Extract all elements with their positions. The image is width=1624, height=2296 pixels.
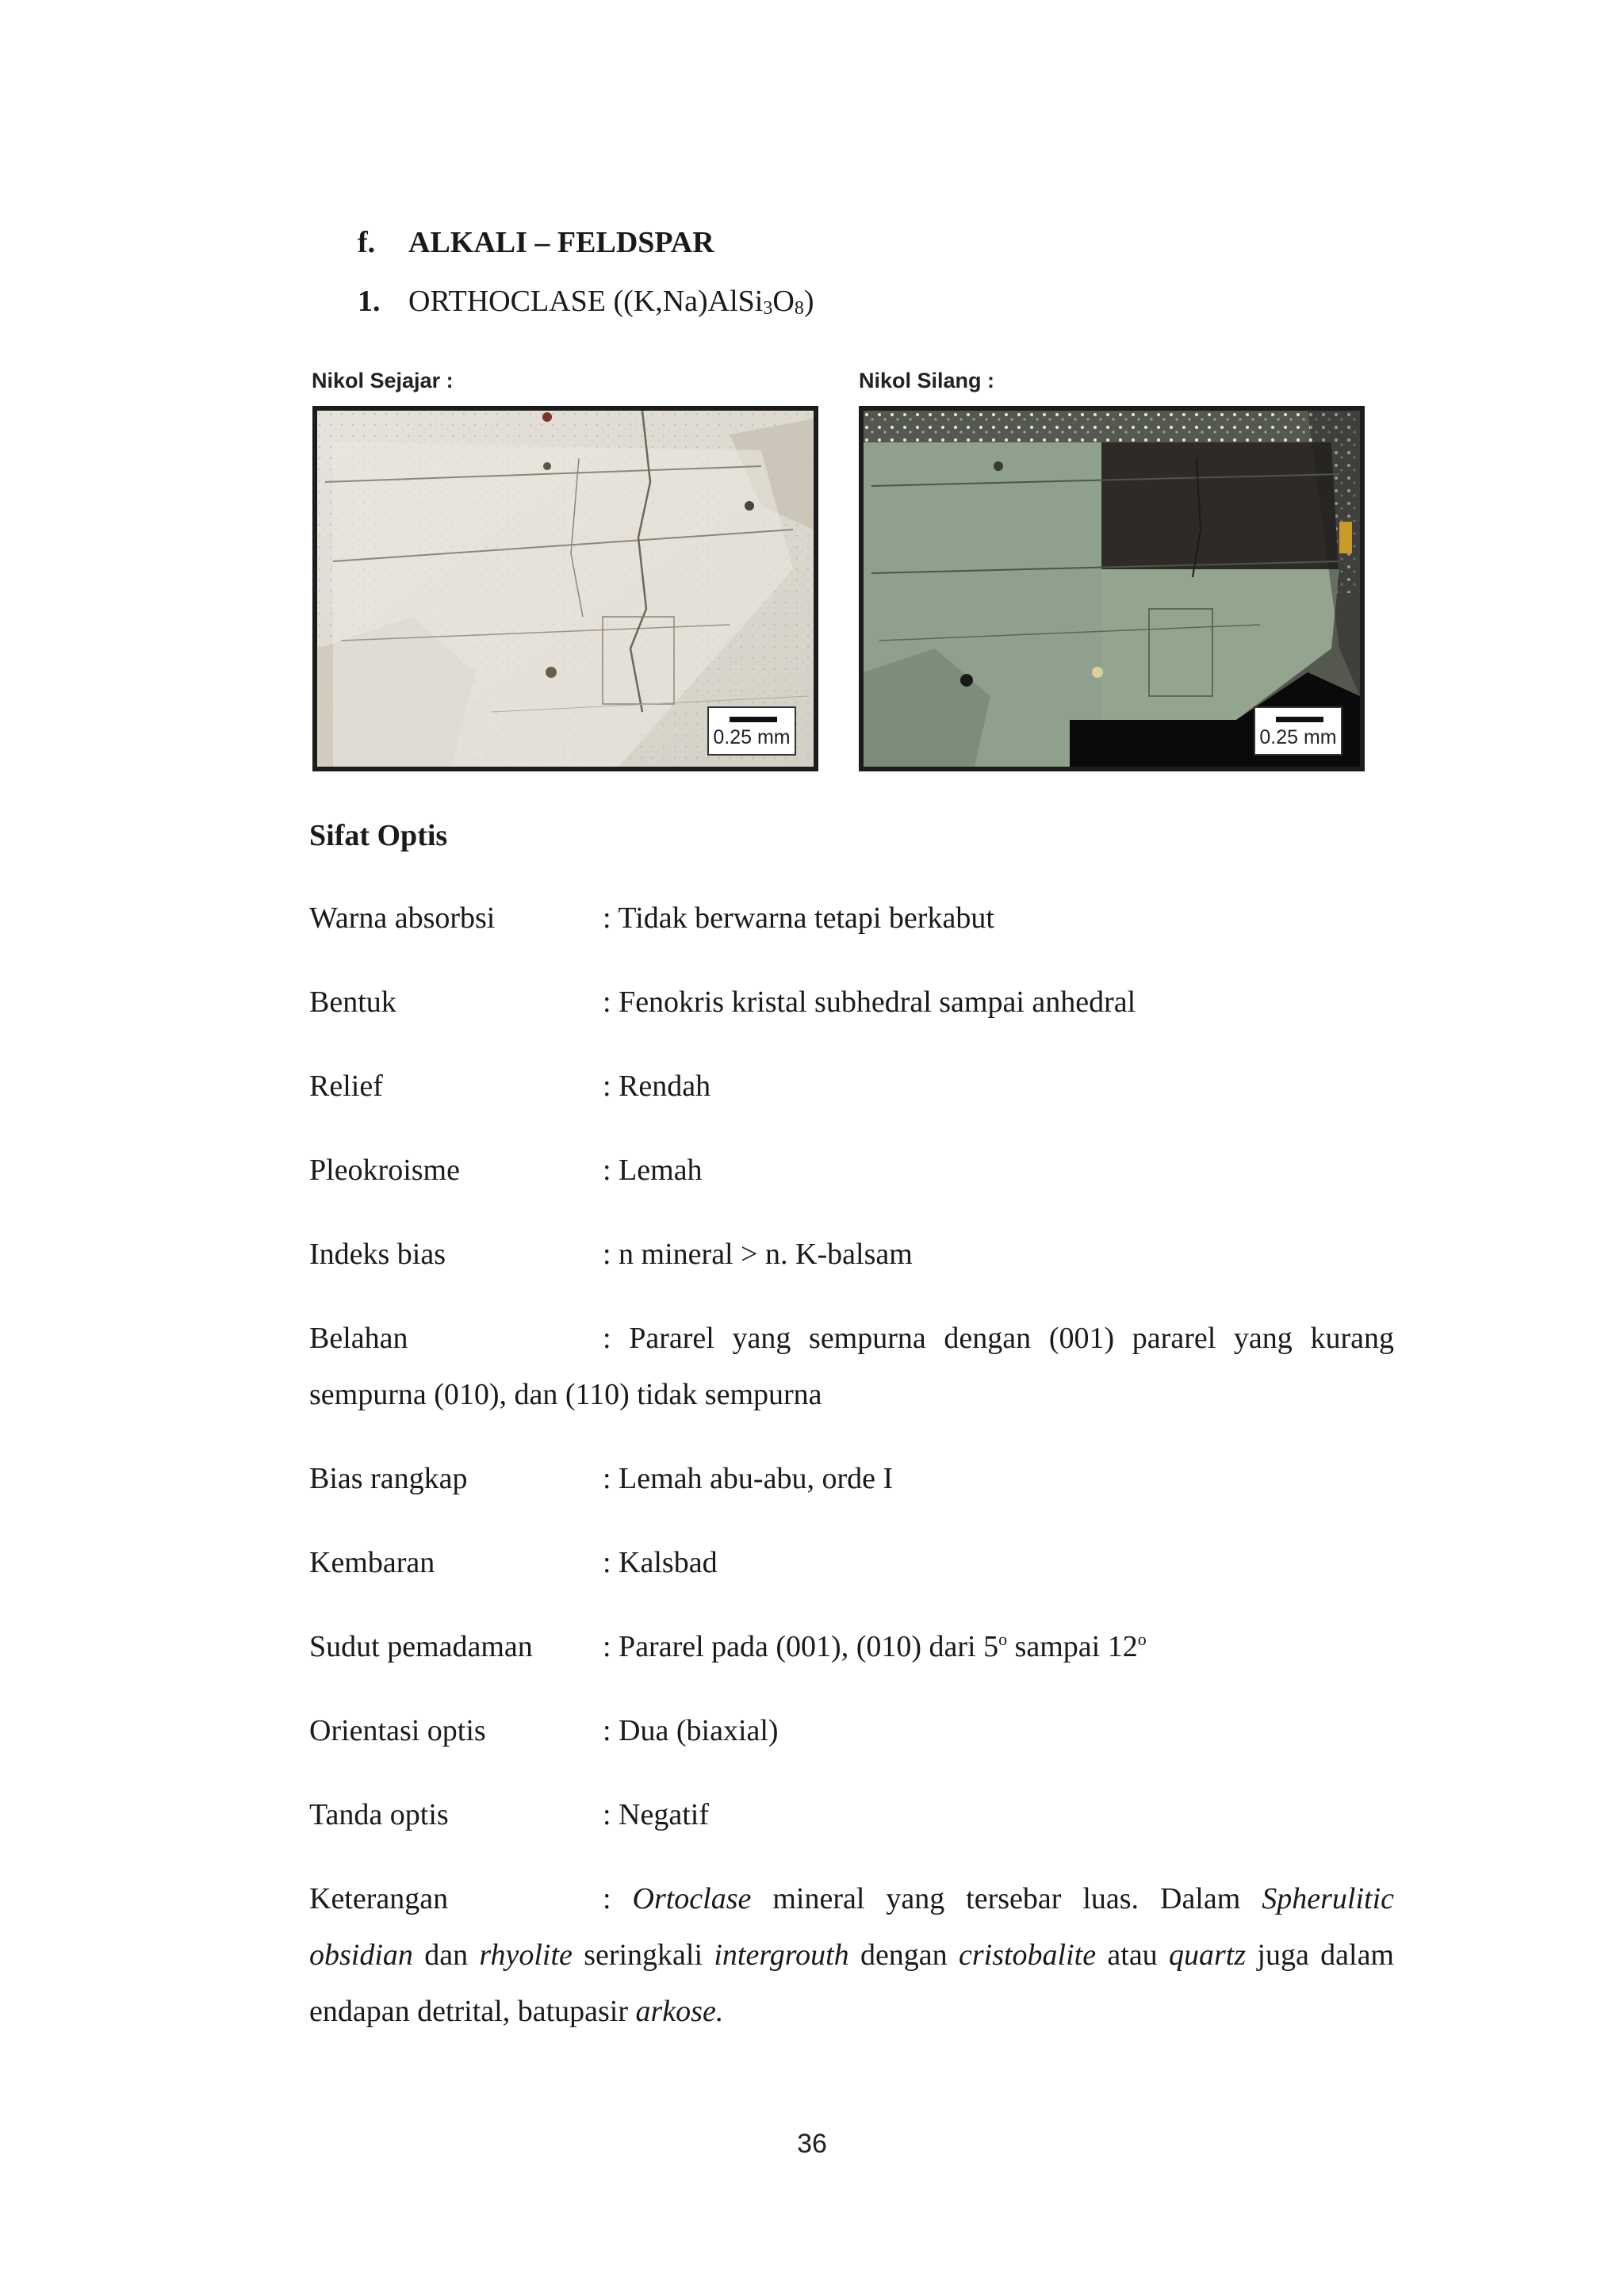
property-row-bentuk (309, 985, 1136, 1020)
property-row-indeks-bias (309, 1237, 913, 1272)
mineral-heading (358, 284, 814, 320)
property-value: : Rendah (603, 1070, 711, 1103)
property-row-bias-rangkap (309, 1461, 894, 1496)
property-value: : Fenokris kristal subhedral sampai anhedral (603, 985, 1136, 1019)
property-label: Indeks bias (309, 1238, 446, 1271)
property-value: : Negatif (603, 1798, 710, 1831)
heading-letter: f. (358, 226, 376, 259)
property-label: Orientasi optis (309, 1714, 486, 1747)
photomicrograph-crossed-nicols (859, 406, 1365, 771)
property-value: : Tidak berwarna tetapi berkabut (603, 901, 994, 935)
property-label: Pleokroisme (309, 1154, 460, 1187)
property-value: : Kalsbad (603, 1546, 718, 1579)
property-label: Keterangan (309, 1882, 449, 1915)
photomicrograph-parallel-nicols (312, 406, 818, 771)
mineral-number: 1. (358, 285, 381, 318)
property-row-sudut-pemadaman (309, 1629, 1147, 1664)
page-number: 36 (797, 2129, 827, 2159)
property-value: : Lemah (603, 1154, 703, 1187)
property-row-relief (309, 1069, 711, 1104)
property-label: Kembaran (309, 1546, 435, 1579)
property-row-pleokroisme (309, 1153, 703, 1188)
property-value: : Pararel pada (001), (010) dari 5$^o$ sampai 12$^o$ (603, 1629, 1147, 1663)
heading-title: ALKALI – FELDSPAR (408, 226, 714, 259)
property-row-warna-absorbsi (309, 901, 994, 936)
property-row-kembaran (309, 1545, 718, 1580)
property-label: Relief (309, 1070, 383, 1103)
property-value: : n mineral > n. K-balsam (603, 1238, 913, 1271)
mineral-name: ORTHOCLASE (408, 285, 606, 318)
scale-bar-xpl: 0.25 mm (1254, 706, 1342, 756)
figure-caption-ppl: Nikol Sejajar : (312, 369, 454, 392)
property-row-keterangan (309, 1871, 1394, 2040)
figure-caption-xpl: Nikol Silang : (859, 369, 995, 392)
property-label: Tanda optis (309, 1798, 449, 1831)
property-row-belahan (309, 1311, 1394, 1423)
property-label: Bentuk (309, 985, 396, 1019)
scale-bar-ppl: 0.25 mm (707, 706, 796, 756)
mineral-formula: $((K,Na)AlSi_3O_8)$ (613, 285, 814, 319)
property-label: Sudut pemadaman (309, 1630, 533, 1663)
property-row-orientasi-optis (309, 1713, 779, 1748)
property-value: : Dua (biaxial) (603, 1714, 779, 1747)
property-value: : Pararel yang sempurna dengan (001) pararel yang kurang sempurna (010), dan (110) tidak sempurna (309, 1322, 1394, 1411)
property-value: : Ortoclase mineral yang tersebar luas. Dalam Spherulitic obsidian dan rhyolite seringkali intergrouth dengan cristobalite atau quartz juga dalam endapan detrital, batupasir arkose. (309, 1882, 1395, 2028)
property-value: : Lemah abu-abu, orde I (603, 1462, 894, 1495)
property-label: Bias rangkap (309, 1462, 468, 1495)
property-label: Belahan (309, 1322, 408, 1355)
property-row-tanda-optis (309, 1797, 710, 1832)
section-title-optical-properties: Sifat Optis (309, 819, 448, 852)
section-heading (358, 225, 714, 260)
property-label: Warna absorbsi (309, 901, 496, 935)
